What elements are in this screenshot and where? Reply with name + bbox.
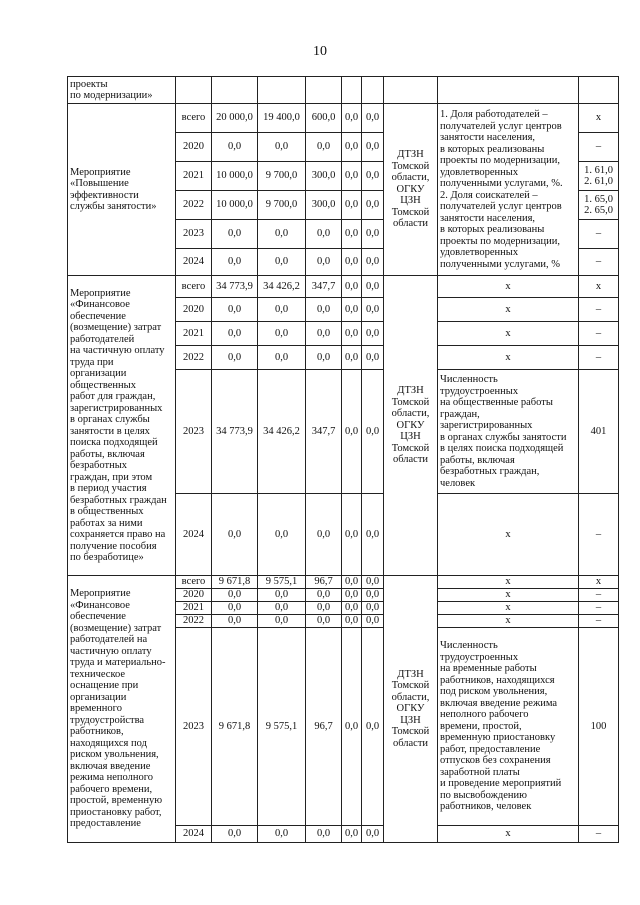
federal-cell: 0,0 [258,346,306,370]
extra-cell: 0,0 [362,298,384,322]
local-cell: 0,0 [342,133,362,162]
indicator-cell: х [438,602,579,615]
target-value-cell: – [579,133,619,162]
extra-cell: 0,0 [362,494,384,576]
year-cell: 2020 [176,589,212,602]
total-cell: 0,0 [212,346,258,370]
executor-cell: ДТЗН Томской области, ОГКУ ЦЗН Томской области [384,276,438,576]
extra-cell: 0,0 [362,220,384,249]
empty-cell [212,77,258,104]
target-value-cell: – [579,826,619,843]
local-cell: 0,0 [342,162,362,191]
total-cell: 0,0 [212,615,258,628]
measure-name: Мероприятие «Финансовое обеспечение (возмещение) затрат работодателей на частичную оплату труда при организации общественных работ для граждан, зарегистрированных в органах службы занятости в целях поиска подходящей работы, включая безработных граждан, при этом в период участия безработных граждан в общественных работах за ними сохраняется право на получение пособия по безработице» [68,276,176,576]
target-value-cell: – [579,322,619,346]
year-cell: 2023 [176,628,212,826]
local-cell: 0,0 [342,249,362,276]
target-value-cell: х [579,576,619,589]
table-row [68,104,619,133]
federal-cell: 9 575,1 [258,628,306,826]
local-cell: 0,0 [342,615,362,628]
total-cell: 9 671,8 [212,628,258,826]
local-cell: 0,0 [342,298,362,322]
regional-cell: 96,7 [306,628,342,826]
table-row [68,77,619,104]
federal-cell: 0,0 [258,494,306,576]
indicator-cell: 1. Доля работодателей – получателей услуг центров занятости населения, в которых реализованы проекты по модернизации, удовлетворенных полученными услугами, %. 2. Доля соискателей – получателей услуг центров занятости населения, в которых реализованы проекты по модернизации, удовлетворенных полученными услугами, % [438,104,579,276]
indicator-cell: х [438,276,579,298]
indicator-cell: х [438,322,579,346]
target-value-cell: – [579,298,619,322]
federal-cell: 0,0 [258,826,306,843]
total-cell: 0,0 [212,826,258,843]
regional-cell: 0,0 [306,589,342,602]
local-cell: 0,0 [342,494,362,576]
local-cell: 0,0 [342,346,362,370]
empty-cell [342,77,362,104]
local-cell: 0,0 [342,322,362,346]
local-cell: 0,0 [342,276,362,298]
extra-cell: 0,0 [362,191,384,220]
indicator-cell: Численность трудоустроенных на временные работы работников, находящихся под риском увольнения, включая введение режима неполного рабочего времени, простой, временную приостановку работ, предоставление отпусков без сохранения заработной платы и проведение мероприятий по высвобождению работников, человек [438,628,579,826]
measure-name: проекты по модернизации» [68,77,176,104]
federal-cell: 0,0 [258,589,306,602]
federal-cell: 0,0 [258,249,306,276]
federal-cell: 0,0 [258,298,306,322]
regional-cell: 0,0 [306,133,342,162]
local-cell: 0,0 [342,826,362,843]
empty-cell [176,77,212,104]
year-cell: всего [176,576,212,589]
regional-cell: 0,0 [306,494,342,576]
executor-cell: ДТЗН Томской области, ОГКУ ЦЗН Томской области [384,576,438,843]
local-cell: 0,0 [342,602,362,615]
total-cell: 0,0 [212,322,258,346]
total-cell: 9 671,8 [212,576,258,589]
extra-cell: 0,0 [362,628,384,826]
federal-cell: 0,0 [258,220,306,249]
target-value-cell: х [579,276,619,298]
year-cell: 2020 [176,133,212,162]
total-cell: 0,0 [212,249,258,276]
regional-cell: 0,0 [306,249,342,276]
local-cell: 0,0 [342,370,362,494]
total-cell: 20 000,0 [212,104,258,133]
extra-cell: 0,0 [362,249,384,276]
local-cell: 0,0 [342,191,362,220]
target-value-cell: 1. 65,0 2. 65,0 [579,191,619,220]
regional-cell: 0,0 [306,220,342,249]
regional-cell: 96,7 [306,576,342,589]
year-cell: 2024 [176,826,212,843]
total-cell: 10 000,0 [212,191,258,220]
page-number: 10 [313,44,327,59]
table-row [68,576,619,589]
measure-name: Мероприятие «Финансовое обеспечение (возмещение) затрат работодателей на частичную оплату труда и материально- техническое оснащение при организации временного трудоустройства работников, находящихся под риском увольнения, включая введение режима неполного рабочего времени, простой, временную приостановку работ, предоставление [68,576,176,843]
extra-cell: 0,0 [362,346,384,370]
total-cell: 0,0 [212,602,258,615]
extra-cell: 0,0 [362,576,384,589]
year-cell: 2021 [176,322,212,346]
federal-cell: 0,0 [258,615,306,628]
indicator-cell: х [438,494,579,576]
indicator-cell: х [438,826,579,843]
year-cell: 2022 [176,346,212,370]
regional-cell: 0,0 [306,602,342,615]
target-value-cell: – [579,615,619,628]
federal-cell: 0,0 [258,602,306,615]
measure-name: Мероприятие «Повышение эффективности службы занятости» [68,104,176,276]
federal-cell: 9 700,0 [258,191,306,220]
year-cell: 2020 [176,298,212,322]
target-value-cell: – [579,346,619,370]
year-cell: 2024 [176,249,212,276]
year-cell: всего [176,104,212,133]
federal-cell: 9 575,1 [258,576,306,589]
federal-cell: 0,0 [258,133,306,162]
regional-cell: 0,0 [306,826,342,843]
extra-cell: 0,0 [362,602,384,615]
federal-cell: 19 400,0 [258,104,306,133]
target-value-cell: – [579,249,619,276]
regional-cell: 0,0 [306,346,342,370]
regional-cell: 300,0 [306,191,342,220]
target-value-cell: – [579,220,619,249]
indicator-cell: х [438,346,579,370]
year-cell: 2023 [176,220,212,249]
target-value-cell: – [579,602,619,615]
year-cell: 2021 [176,162,212,191]
extra-cell: 0,0 [362,104,384,133]
extra-cell: 0,0 [362,370,384,494]
indicator-cell: Численность трудоустроенных на общественные работы граждан, зарегистрированных в органах службы занятости в целях поиска подходящей работы, включая безработных граждан, человек [438,370,579,494]
total-cell: 34 773,9 [212,370,258,494]
local-cell: 0,0 [342,220,362,249]
total-cell: 0,0 [212,133,258,162]
total-cell: 0,0 [212,298,258,322]
regional-cell: 347,7 [306,370,342,494]
federal-cell: 34 426,2 [258,370,306,494]
regional-cell: 0,0 [306,322,342,346]
year-cell: 2022 [176,191,212,220]
extra-cell: 0,0 [362,133,384,162]
total-cell: 0,0 [212,589,258,602]
target-value-cell: 401 [579,370,619,494]
program-table [67,76,619,843]
regional-cell: 300,0 [306,162,342,191]
year-cell: всего [176,276,212,298]
local-cell: 0,0 [342,576,362,589]
target-value-cell: х [579,104,619,133]
year-cell: 2023 [176,370,212,494]
total-cell: 0,0 [212,220,258,249]
total-cell: 10 000,0 [212,162,258,191]
target-value-cell: – [579,494,619,576]
year-cell: 2022 [176,615,212,628]
extra-cell: 0,0 [362,276,384,298]
extra-cell: 0,0 [362,589,384,602]
extra-cell: 0,0 [362,162,384,191]
regional-cell: 600,0 [306,104,342,133]
indicator-cell: х [438,576,579,589]
total-cell: 0,0 [212,494,258,576]
target-value-cell: 1. 61,0 2. 61,0 [579,162,619,191]
local-cell: 0,0 [342,589,362,602]
total-cell: 34 773,9 [212,276,258,298]
empty-cell [362,77,384,104]
local-cell: 0,0 [342,104,362,133]
federal-cell: 0,0 [258,322,306,346]
year-cell: 2024 [176,494,212,576]
regional-cell: 347,7 [306,276,342,298]
year-cell: 2021 [176,602,212,615]
local-cell: 0,0 [342,628,362,826]
empty-cell [384,77,438,104]
indicator-cell: х [438,615,579,628]
executor-cell: ДТЗН Томской области, ОГКУ ЦЗН Томской области [384,104,438,276]
empty-cell [306,77,342,104]
regional-cell: 0,0 [306,298,342,322]
federal-cell: 34 426,2 [258,276,306,298]
regional-cell: 0,0 [306,615,342,628]
empty-cell [579,77,619,104]
indicator-cell: х [438,589,579,602]
empty-cell [258,77,306,104]
federal-cell: 9 700,0 [258,162,306,191]
table-row [68,276,619,298]
extra-cell: 0,0 [362,826,384,843]
extra-cell: 0,0 [362,322,384,346]
target-value-cell: – [579,589,619,602]
empty-cell [438,77,579,104]
target-value-cell: 100 [579,628,619,826]
indicator-cell: х [438,298,579,322]
extra-cell: 0,0 [362,615,384,628]
